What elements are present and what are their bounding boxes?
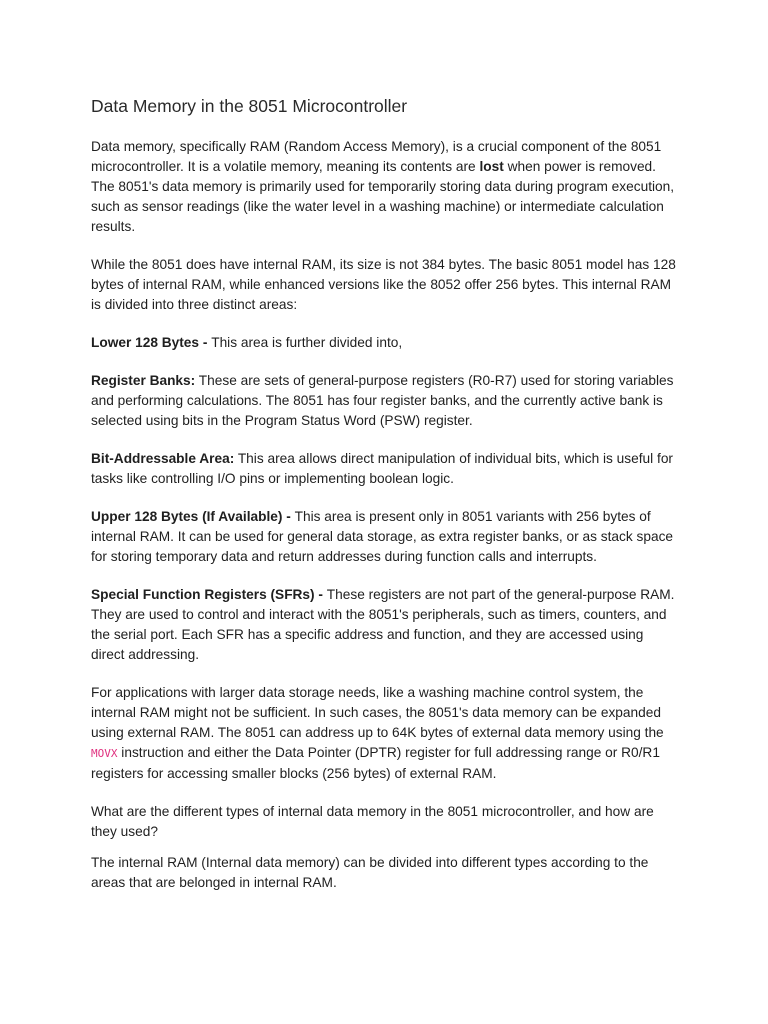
lower-128-heading: Lower 128 Bytes - — [91, 335, 212, 350]
register-banks-heading: Register Banks: — [91, 373, 196, 388]
internal-ram-paragraph: While the 8051 does have internal RAM, its size is not 384 bytes. The basic 8051 model has 128 bytes of internal RAM, while enhanced versions like the 8052 offer 256 bytes. This internal RAM is divided into three distinct areas: — [91, 257, 676, 312]
lower-128-paragraph — [91, 333, 680, 353]
register-banks-paragraph — [91, 371, 680, 431]
external-ram-text-end: instruction and either the Data Pointer (DPTR) register for full addressing range or R0/R1 registers for accessing smaller blocks (256 bytes) of external RAM. — [91, 745, 660, 781]
sfr-paragraph — [91, 585, 680, 665]
page-title: Data Memory in the 8051 Microcontroller — [91, 96, 408, 116]
bit-addressable-paragraph — [91, 449, 680, 489]
intro-text-start: Data memory, specifically RAM (Random Access Memory), is a crucial component of the 8051 microcontroller. It is a volatile memory, meaning its contents are — [91, 139, 662, 174]
answer-paragraph: The internal RAM (Internal data memory) can be divided into different types according to the areas that are belonged in internal RAM. — [91, 855, 649, 890]
sfr-text: These registers are not part of the general-purpose RAM. They are used to control and interact with the 8051's peripherals, such as timers, counters, and the serial port. Each SFR has a specific address and function, and they are accessed using direct addressing. — [91, 587, 675, 662]
bit-addressable-heading: Bit-Addressable Area: — [91, 451, 235, 466]
intro-text-end: when power is removed. The 8051's data memory is primarily used for temporarily storing data during program execution, such as sensor readings (like the water level in a washing machine) or intermediate calculation results. — [91, 159, 675, 234]
sfr-heading: Special Function Registers (SFRs) - — [91, 587, 327, 602]
external-ram-text-start: For applications with larger data storage needs, like a washing machine control system, the internal RAM might not be sufficient. In such cases, the 8051's data memory can be expanded using external RAM. The 8051 can address up to 64K bytes of external data memory using the — [91, 685, 664, 740]
external-ram-paragraph — [91, 683, 680, 784]
upper-128-paragraph — [91, 507, 680, 567]
question-paragraph: What are the different types of internal data memory in the 8051 microcontroller, and how are they used? — [91, 804, 654, 839]
intro-paragraph — [91, 137, 680, 237]
bold-lost: lost — [479, 159, 504, 174]
register-banks-text: These are sets of general-purpose registers (R0-R7) used for storing variables and performing calculations. The 8051 has four register banks, and the currently active bank is selected using bits in the Program Status Word (PSW) register. — [91, 373, 674, 428]
lower-128-text: This area is further divided into, — [211, 335, 403, 350]
bit-addressable-text: This area allows direct manipulation of individual bits, which is useful for tasks like controlling I/O pins or implementing boolean logic. — [91, 451, 673, 486]
upper-128-heading: Upper 128 Bytes (If Available) - — [91, 509, 295, 524]
upper-128-text: This area is present only in 8051 variants with 256 bytes of internal RAM. It can be used for general data storage, as extra register banks, or as stack space for storing temporary data and return addresses during function calls and interrupts. — [91, 509, 674, 564]
movx-code: MOVX — [91, 747, 118, 760]
